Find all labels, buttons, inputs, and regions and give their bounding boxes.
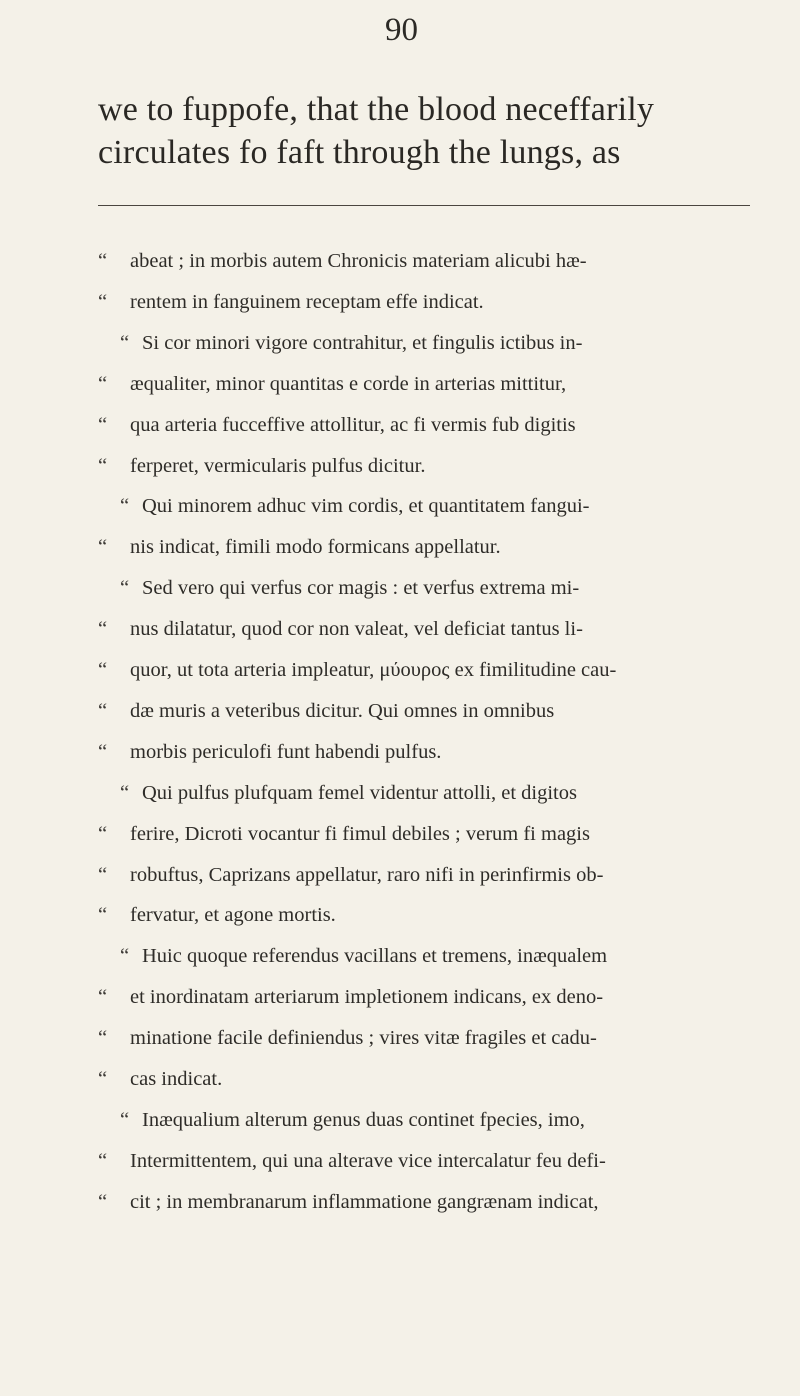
quote-line-text: fervatur, et agone mortis. — [130, 904, 336, 927]
quote-line — [98, 823, 590, 846]
quote-mark: “ — [98, 250, 108, 272]
quote-line — [120, 945, 607, 968]
quote-mark: “ — [120, 1108, 130, 1131]
quote-mark: “ — [98, 863, 108, 886]
quote-line — [120, 495, 589, 518]
quote-line-text: Si cor minori vigore contrahitur, et fingulis ictibus in- — [142, 331, 583, 354]
quote-line — [120, 1109, 585, 1132]
quote-mark: “ — [98, 1068, 108, 1090]
quote-line-text: minatione facile definiendus ; vires vitæ fragiles et cadu- — [130, 1027, 597, 1050]
quote-line — [98, 1027, 597, 1050]
quote-line-text: Huic quoque referendus vacillans et tremens, inæqualem — [142, 945, 608, 968]
quote-line-text: Qui minorem adhuc vim cordis, et quantitatem fangui- — [142, 495, 590, 518]
quote-mark: “ — [120, 331, 130, 354]
quote-line-text: Sed vero qui verfus cor magis : et verfus extrema mi- — [142, 577, 580, 600]
quote-line — [98, 659, 616, 682]
quote-line-text: nis indicat, fimili modo formicans appellatur. — [130, 536, 501, 559]
quote-line — [98, 455, 425, 478]
quote-line-text: dæ muris a veteribus dicitur. Qui omnes in omnibus — [130, 699, 555, 722]
quote-mark: “ — [98, 372, 108, 395]
quote-line — [98, 700, 554, 723]
quote-line-text: ferperet, vermicularis pulfus dicitur. — [130, 454, 426, 477]
quote-line — [120, 782, 577, 805]
quote-line — [98, 536, 501, 559]
quote-line-text: et inordinatam arteriarum impletionem indicans, ex deno- — [130, 986, 604, 1009]
quote-mark: “ — [98, 1027, 108, 1050]
quote-mark: “ — [120, 577, 130, 600]
quote-line-text: æqualiter, minor quantitas e corde in arterias mittitur, — [130, 372, 567, 395]
intro-line: we to fuppofe, that the blood neceffarily — [98, 91, 655, 128]
quote-line — [98, 1191, 599, 1214]
quote-mark: “ — [98, 699, 108, 722]
quote-mark: “ — [98, 1190, 108, 1213]
quote-mark: “ — [120, 495, 130, 518]
quote-line — [98, 291, 484, 314]
quote-mark: “ — [98, 659, 108, 681]
quote-line-text: morbis periculofi funt habendi pulfus. — [130, 740, 442, 763]
quote-line-text: qua arteria fucceffive attollitur, ac fi vermis fub digitis — [130, 413, 576, 436]
intro-line: circulates fo faft through the lungs, as — [98, 134, 621, 171]
quote-line-text: abeat ; in morbis autem Chronicis materiam alicubi hæ- — [130, 250, 587, 272]
quote-line — [98, 904, 336, 927]
quote-line — [98, 618, 583, 641]
quote-line — [98, 1150, 606, 1173]
quote-line-text: Intermittentem, qui una alterave vice intercalatur feu defi- — [130, 1149, 606, 1172]
quote-line-text: quor, ut tota arteria impleatur, μύουρος ex fimilitudine cau- — [130, 659, 617, 681]
page-number: 90 — [385, 12, 418, 48]
quote-line — [98, 414, 576, 437]
quote-mark: “ — [98, 618, 108, 641]
quote-mark: “ — [98, 740, 108, 763]
quote-line-text: rentem in fanguinem receptam effe indicat. — [130, 290, 484, 313]
quote-mark: “ — [98, 536, 108, 559]
quote-mark: “ — [98, 1149, 108, 1172]
quote-line — [98, 373, 566, 396]
quote-line — [120, 577, 579, 600]
quote-line-text: cas indicat. — [130, 1068, 223, 1090]
quote-line-text: ferire, Dicroti vocantur fi fimul debiles ; verum fi magis — [130, 822, 590, 845]
quote-line-text: robuftus, Caprizans appellatur, raro nifi in perinfirmis ob- — [130, 863, 604, 886]
quote-line — [98, 986, 603, 1009]
quote-mark: “ — [98, 822, 108, 845]
quote-line — [98, 250, 587, 273]
quote-line — [98, 741, 441, 764]
horizontal-rule — [98, 205, 750, 206]
quote-line-text: nus dilatatur, quod cor non valeat, vel deficiat tantus li- — [130, 618, 583, 641]
quote-mark: “ — [98, 413, 108, 436]
quote-line — [98, 1068, 222, 1091]
quote-line-text: Inæqualium alterum genus duas continet fpecies, imo, — [142, 1108, 585, 1131]
quote-mark: “ — [98, 986, 108, 1009]
quote-mark: “ — [98, 454, 108, 477]
quote-mark: “ — [98, 290, 108, 313]
quote-line-text: cit ; in membranarum inflammatione gangrænam indicat, — [130, 1190, 599, 1213]
quote-line-text: Qui pulfus plufquam femel videntur attolli, et digitos — [142, 781, 577, 804]
quote-mark: “ — [120, 781, 130, 804]
quote-mark: “ — [98, 904, 108, 927]
quote-line — [120, 332, 582, 355]
quote-mark: “ — [120, 945, 130, 968]
quote-line — [98, 864, 603, 887]
intro-text — [98, 88, 758, 174]
